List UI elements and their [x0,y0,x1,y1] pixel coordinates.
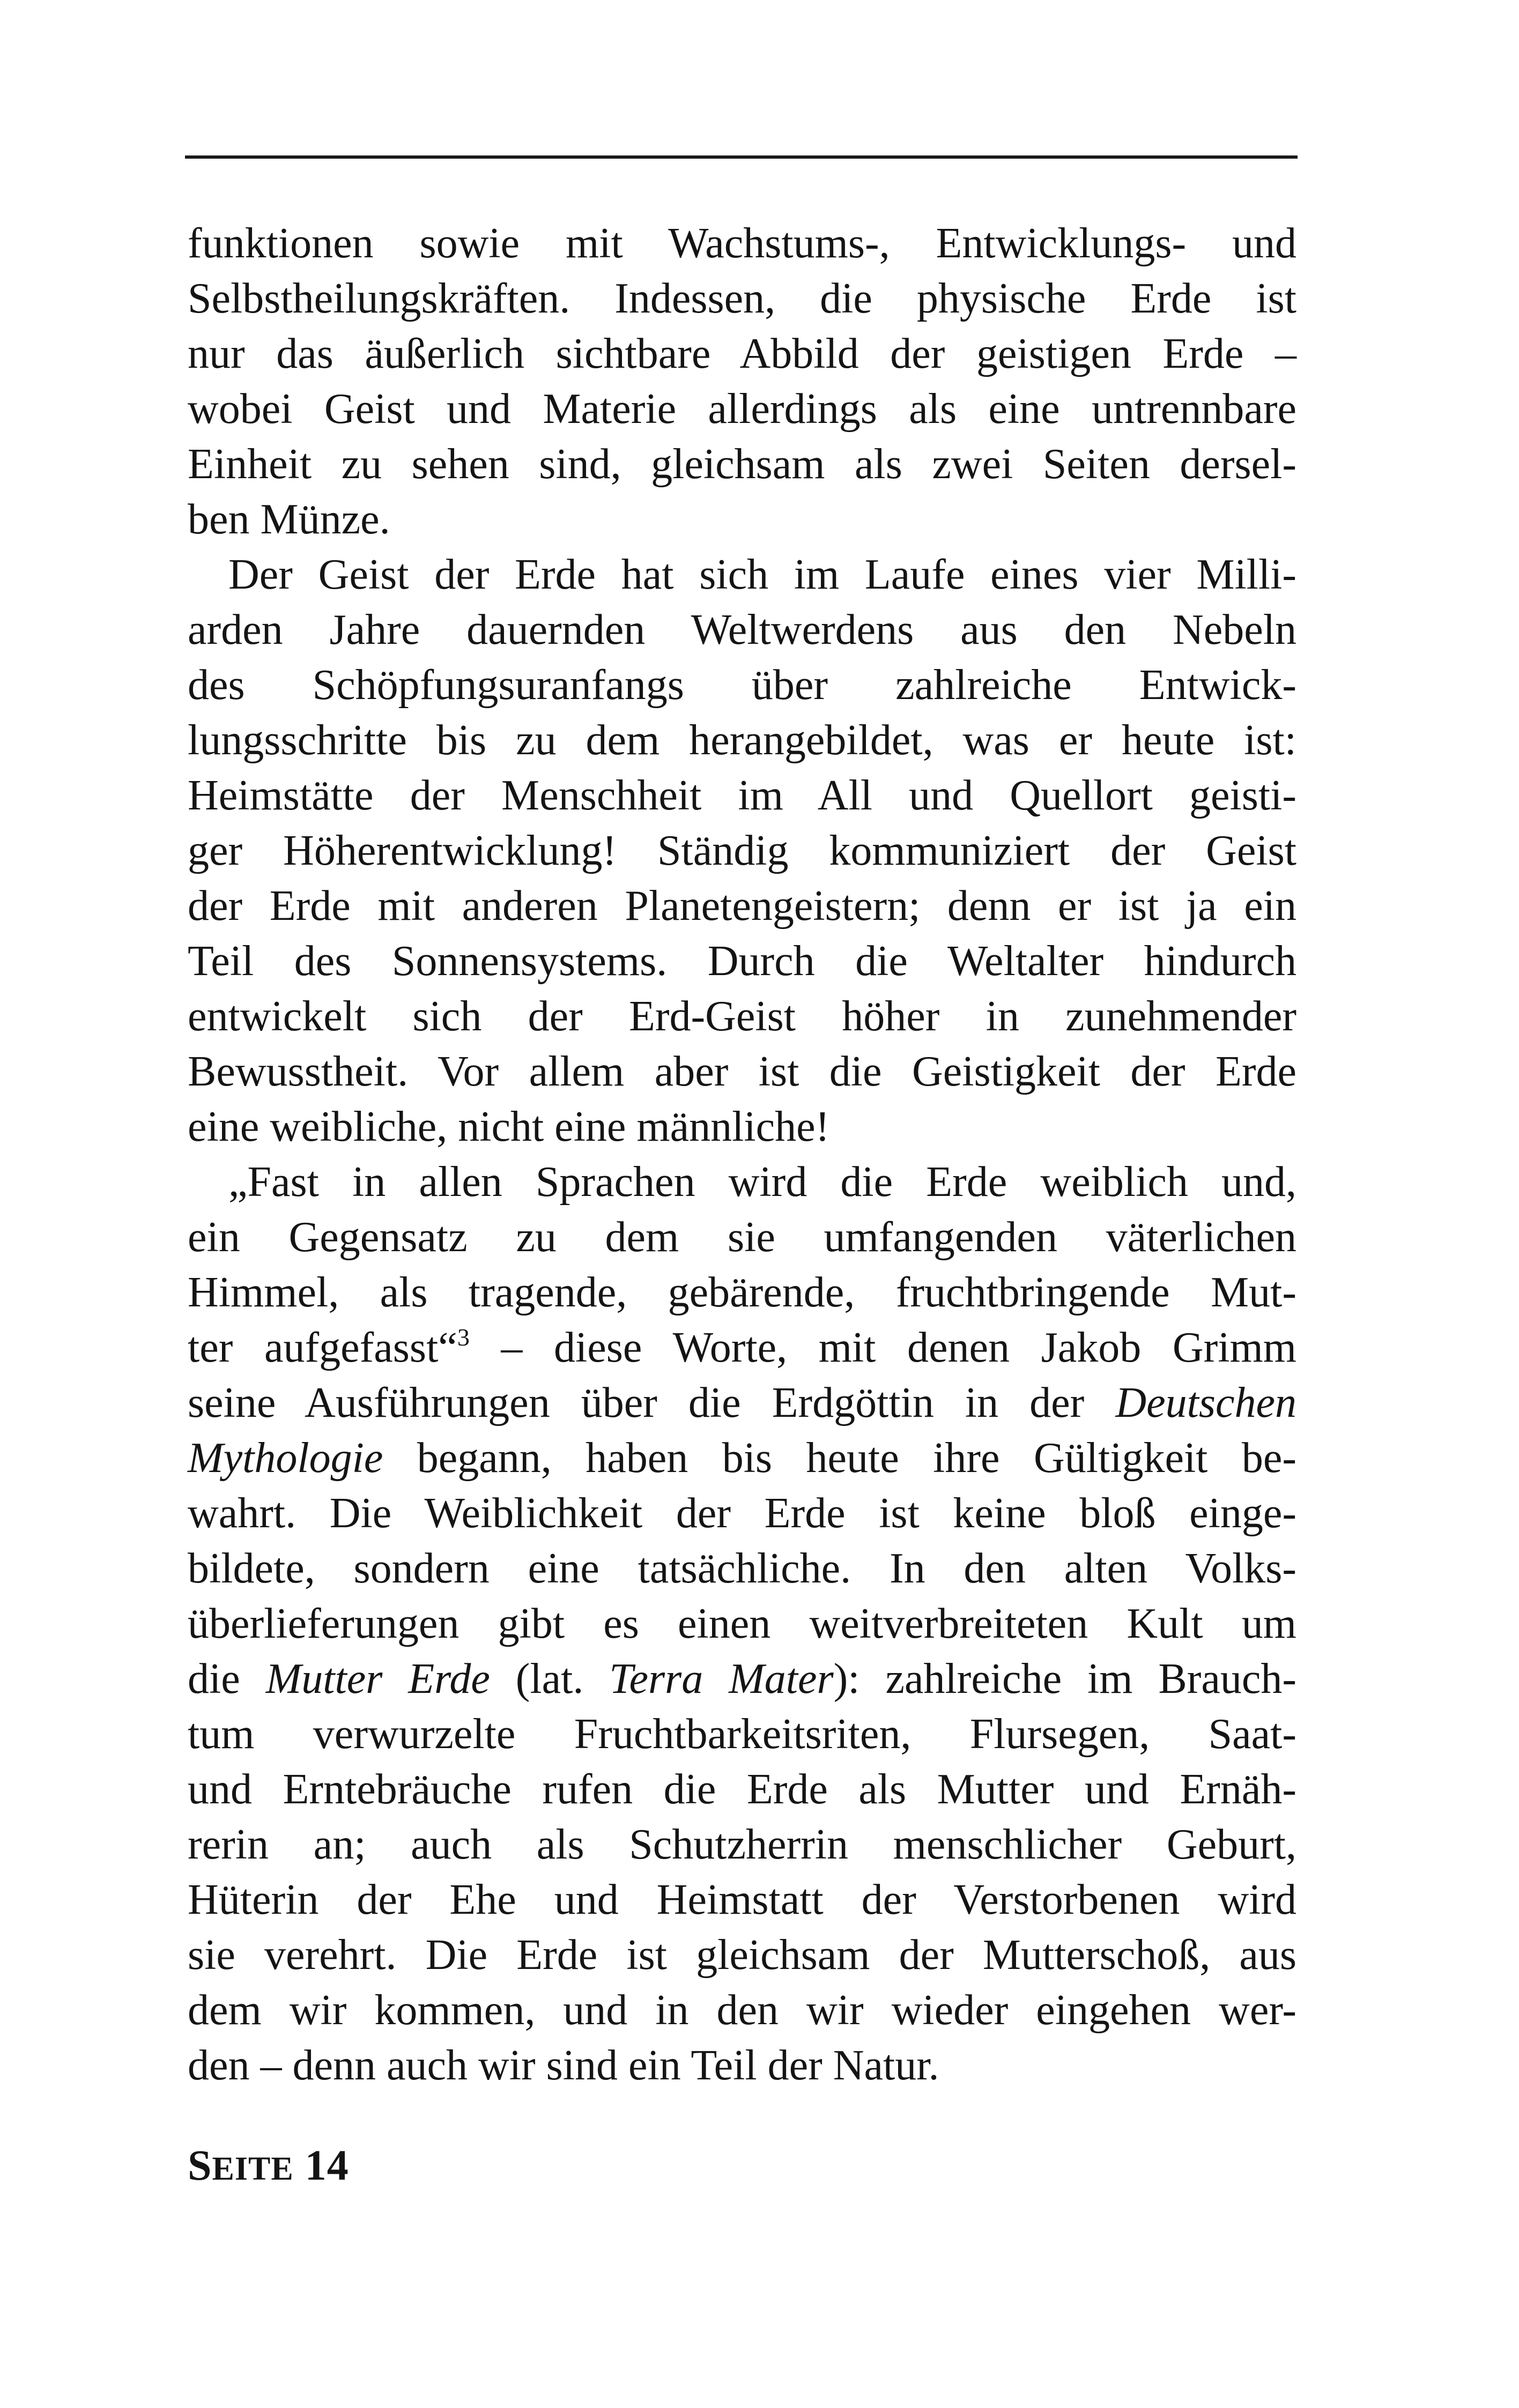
footnote-marker: 3 [457,1324,470,1351]
text-segment: begann, haben bis heute ihre Gültigkeit be- [383,1435,1296,1482]
text-line: nur das äußerlich sichtbare Abbild der geistigen Erde – [188,330,1296,377]
page-label-initial: S [188,2142,212,2189]
text-line: tum verwurzelte Fruchtbarkeitsriten, Flursegen, Saat- [188,1711,1296,1758]
text-line: des Schöpfungsuranfangs über zahlreiche Entwick- [188,662,1296,709]
text-line: wobei Geist und Materie allerdings als eine untrennbare [188,385,1296,433]
text-line: bildete, sondern eine tatsächliche. In den alten Volks- [188,1545,1296,1592]
text-line: arden Jahre dauernden Weltwerdens aus den Nebeln [188,606,1296,653]
text-line: entwickelt sich der Erd-Geist höher in zunehmender [188,993,1296,1040]
text-segment: seine Ausführungen über die Erdgöttin in der [188,1379,1116,1426]
body-text [188,216,1296,2093]
term-italic: Mutter Erde [265,1655,490,1703]
text-line: Teil des Sonnensystems. Durch die Weltalter hindurch [188,938,1296,985]
text-segment: die [188,1655,266,1703]
text-line: lungsschritte bis zu dem herangebildet, was er heute ist: [188,717,1296,764]
text-line: eine weibliche, nicht eine männliche! [188,1103,830,1150]
text-line [188,1431,1296,1486]
text-line [188,1652,1296,1707]
page-number [188,2142,349,2190]
text-line: Hüterin der Ehe und Heimstatt der Verstorbenen wird [188,1876,1296,1923]
text-line: funktionen sowie mit Wachstums-, Entwicklungs- und [188,220,1296,267]
page-number-value: 14 [305,2142,349,2189]
term-italic: Terra Mater [609,1655,834,1703]
text-line: den – denn auch wir sind ein Teil der Natur. [188,2042,939,2089]
text-line: wahrt. Die Weiblichkeit der Erde ist keine bloß einge- [188,1490,1296,1537]
text-line: und Erntebräuche rufen die Erde als Mutter und Ernäh- [188,1766,1296,1813]
text-line: überlieferungen gibt es einen weitverbreiteten Kult um [188,1600,1296,1647]
text-line: ein Gegensatz zu dem sie umfangenden väterlichen [188,1214,1296,1261]
text-line: Selbstheilungskräften. Indessen, die physische Erde ist [188,275,1296,322]
text-line: Himmel, als tragende, gebärende, fruchtbringende Mut- [188,1269,1296,1316]
text-line: „Fast in allen Sprachen wird die Erde weiblich und, [228,1158,1296,1206]
text-line: ben Münze. [188,496,390,543]
paragraph-3 [188,1155,1296,2093]
text-line: Einheit zu sehen sind, gleichsam als zwei Seiten dersel- [188,441,1296,488]
page-label-rest: EITE [212,2151,294,2187]
text-line: Bewusstheit. Vor allem aber ist die Geistigkeit der Erde [188,1048,1296,1095]
text-line: rerin an; auch als Schutzherrin menschlicher Geburt, [188,1821,1296,1868]
text-line: Heimstätte der Menschheit im All und Quellort geisti- [188,772,1296,819]
text-line: sie verehrt. Die Erde ist gleichsam der Mutterschoß, aus [188,1931,1296,1979]
text-line [188,1320,1296,1376]
text-segment: ter aufgefasst“ [188,1324,457,1371]
header-rule [185,155,1298,159]
text-line [188,1376,1296,1431]
text-line: der Erde mit anderen Planetengeistern; denn er ist ja ein [188,882,1296,930]
book-title-italic: Deutschen [1115,1379,1296,1426]
text-segment: (lat. [490,1655,610,1703]
book-title-italic: Mythologie [188,1435,383,1482]
paragraph-2 [188,547,1296,1155]
text-segment: ): zahlreiche im Brauch- [833,1655,1297,1703]
text-line: Der Geist der Erde hat sich im Laufe eines vier Milli- [228,551,1296,598]
text-line: ger Höherentwicklung! Ständig kommuniziert der Geist [188,827,1296,874]
paragraph-1 [188,216,1296,547]
text-segment: – diese Worte, mit denen Jakob Grimm [469,1324,1296,1371]
text-line: dem wir kommen, und in den wir wieder eingehen wer- [188,1987,1296,2034]
